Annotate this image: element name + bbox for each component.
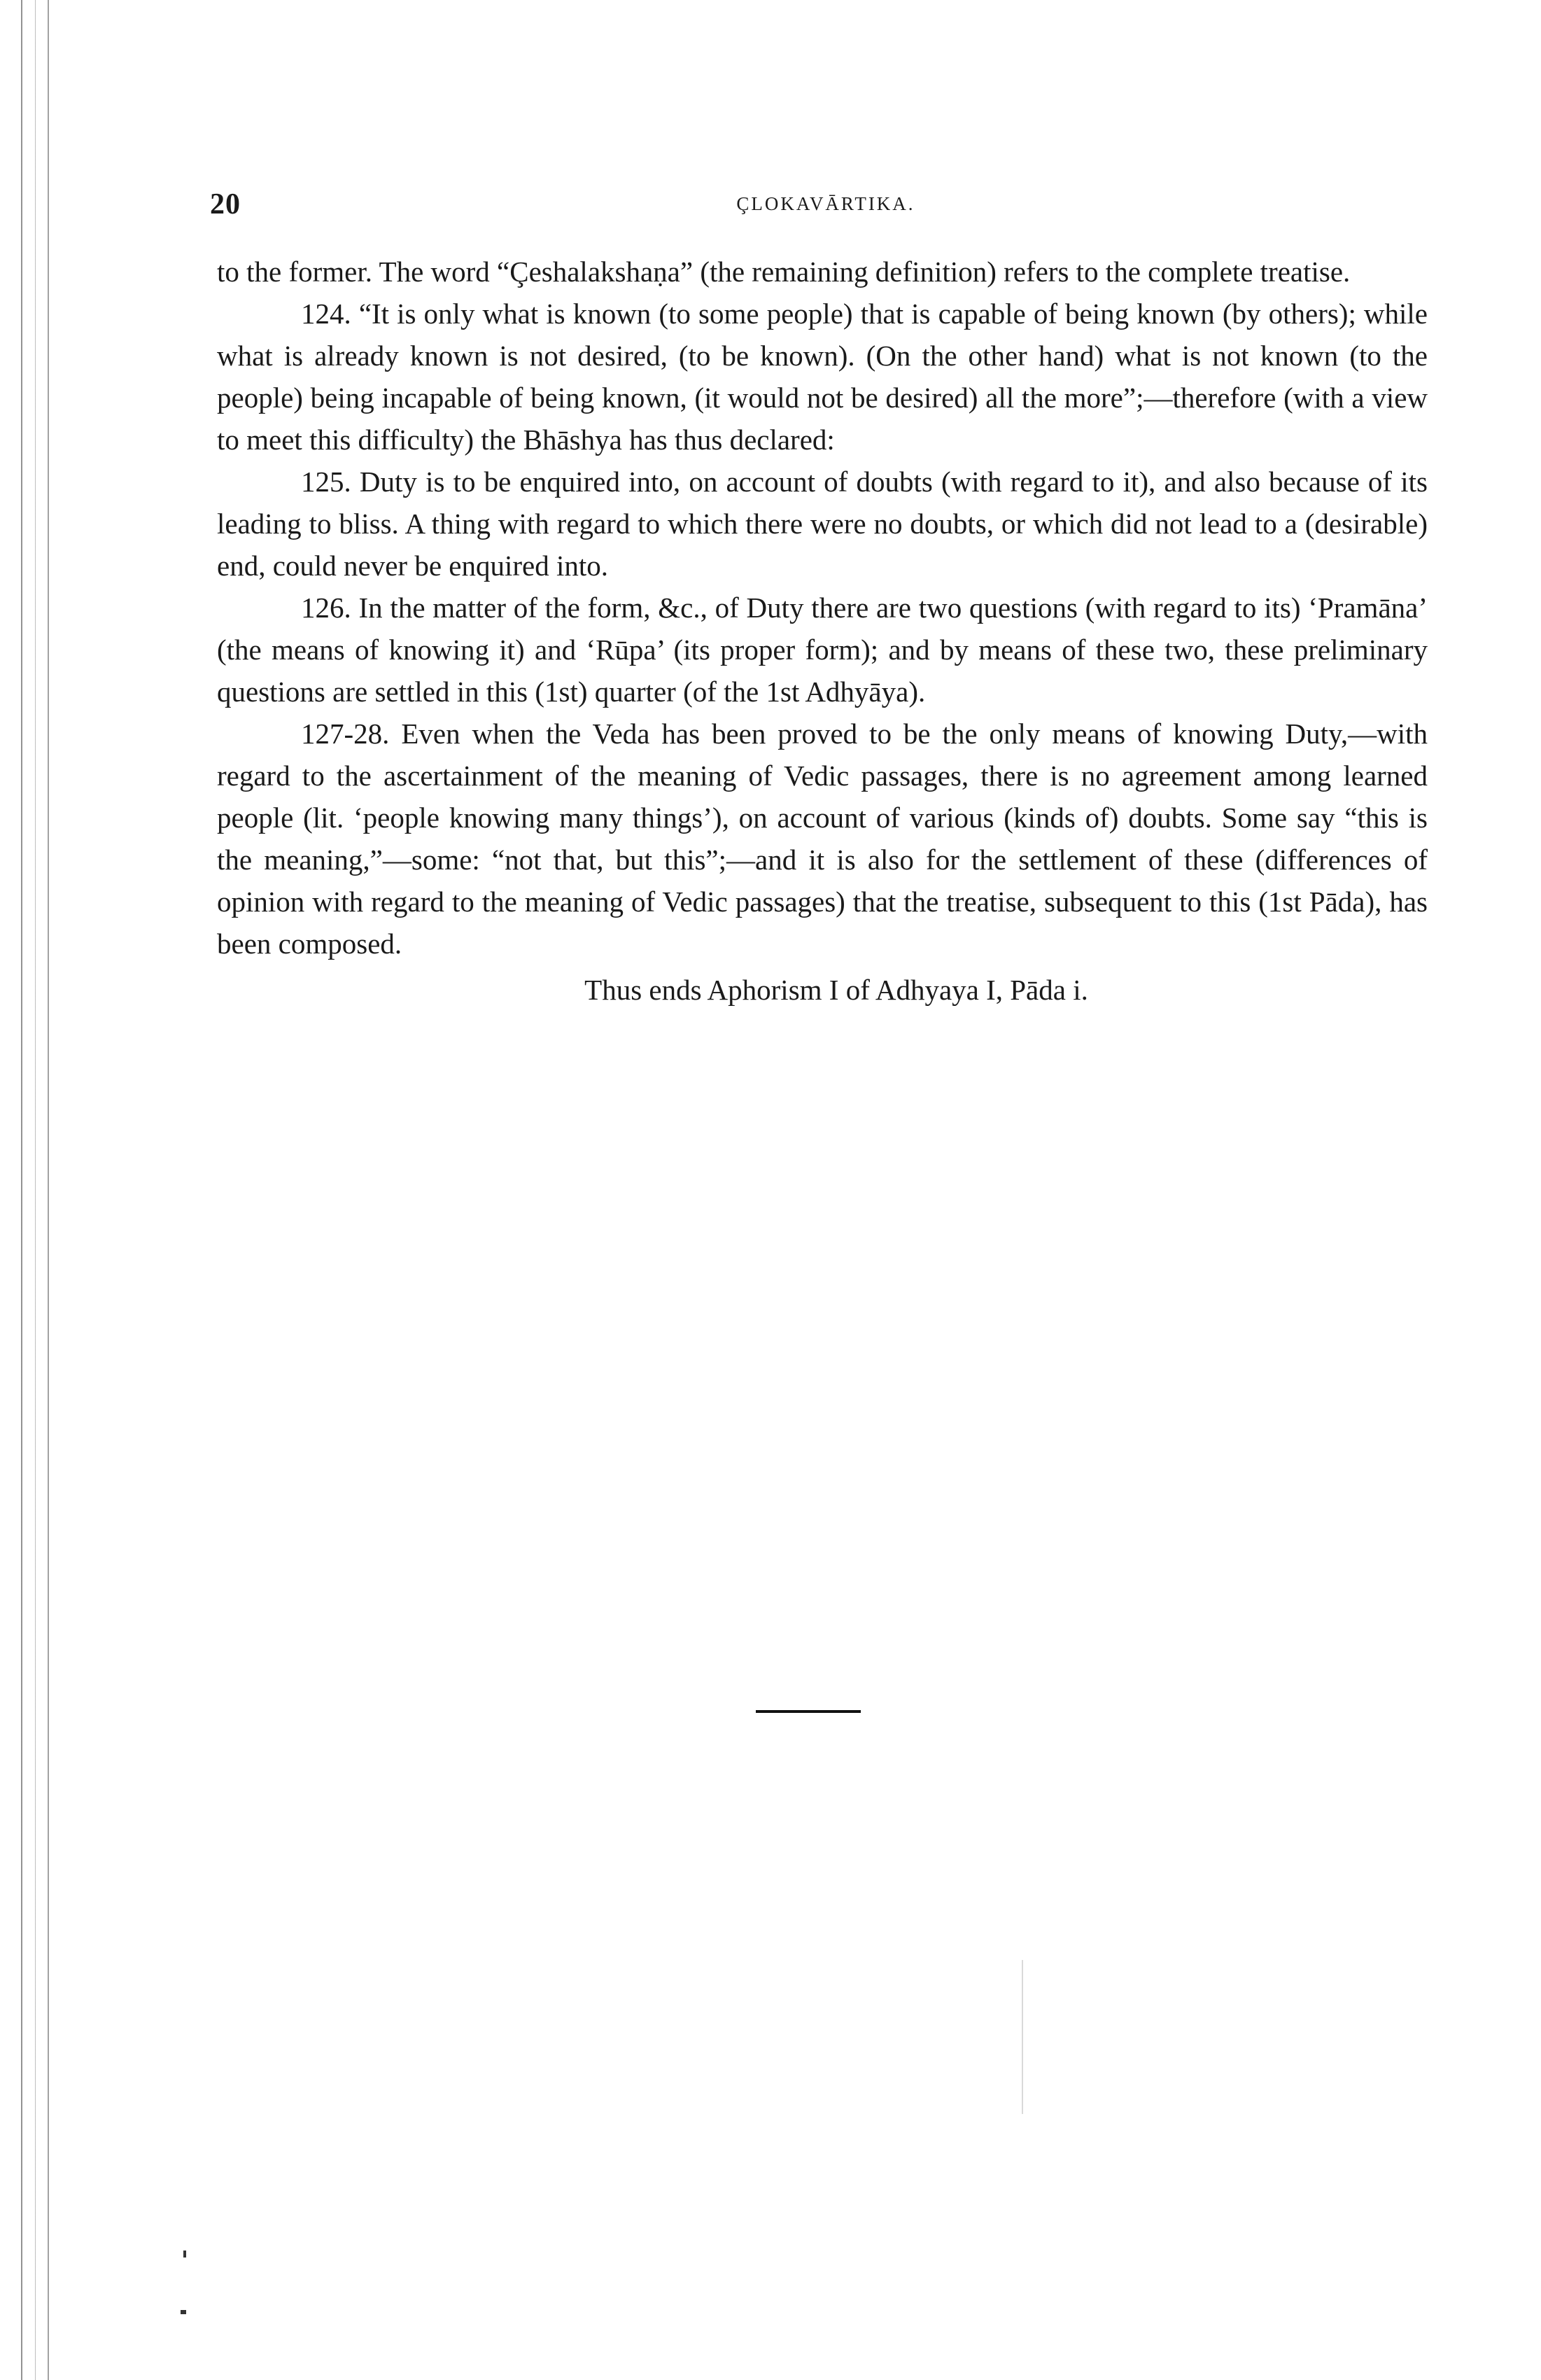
scan-speck bbox=[181, 2310, 186, 2314]
paragraph-text: to the former. The word “Çeshalakshaṇa” (the remaining definition) refers to the complete treatise. bbox=[217, 255, 1351, 288]
paragraph-127-28 bbox=[217, 713, 1428, 965]
running-head-title: ÇLOKAVĀRTIKA. bbox=[736, 193, 915, 214]
running-head bbox=[210, 188, 1442, 223]
paragraph-text: “It is only what is known (to some people) that is capable of being known (by others); while what is already known is not desired, (to be known). (On the other hand) what is not known (to the people) being incapable of being known, (it would not be desired) all the more”;—therefore (with a view to meet this difficulty) the Bhāshya has thus declared: bbox=[217, 298, 1428, 456]
paragraph-continuation bbox=[217, 251, 1428, 293]
page-number: 20 bbox=[210, 188, 241, 220]
closing-line: Thus ends Aphorism I of Adhyaya I, Pāda i. bbox=[584, 974, 1088, 1006]
body-text bbox=[217, 251, 1428, 1011]
paragraph-124 bbox=[217, 293, 1428, 461]
paragraph-number: 125. bbox=[301, 465, 351, 498]
scan-binding-edge bbox=[14, 0, 63, 2380]
paragraph-125 bbox=[217, 461, 1428, 587]
paragraph-text: Duty is to be enquired into, on account of doubts (with regard to it), and also because of its leading to bliss. A thing with regard to which there were no doubts, or which did not lead to a (desirable) end, could never be enquired into. bbox=[217, 465, 1428, 582]
paragraph-text: In the matter of the form, &c., of Duty there are two questions (with regard to its) ‘Pramāna’ (the means of knowing it) and ‘Rūpa’ (its proper form); and by means of these two, these preliminary questions are settled in this (1st) quarter (of the 1st Adhyāya). bbox=[217, 592, 1428, 708]
scan-artifact-line bbox=[1022, 1960, 1023, 2114]
paragraph-126 bbox=[217, 587, 1428, 713]
paragraph-number: 124. bbox=[301, 298, 351, 330]
scan-speck bbox=[183, 2250, 186, 2258]
paragraph-text: Even when the Veda has been proved to be the only means of knowing Duty,—with regard to the ascertainment of the meaning of Vedic passages, there is no agreement among learned people (lit. ‘people knowing many things’), on account of various (kinds of) doubts. Some say “this is the meaning,”—some: “not that, but this”;—and it is also for the settlement of these (differences of opinion with regard to the meaning of Vedic passages) that the treatise, subsequent to this (1st Pāda), has been composed. bbox=[217, 718, 1428, 960]
section-end-rule bbox=[756, 1710, 861, 1713]
paragraph-number: 127-28. bbox=[301, 718, 390, 750]
paragraph-number: 126. bbox=[301, 592, 351, 624]
